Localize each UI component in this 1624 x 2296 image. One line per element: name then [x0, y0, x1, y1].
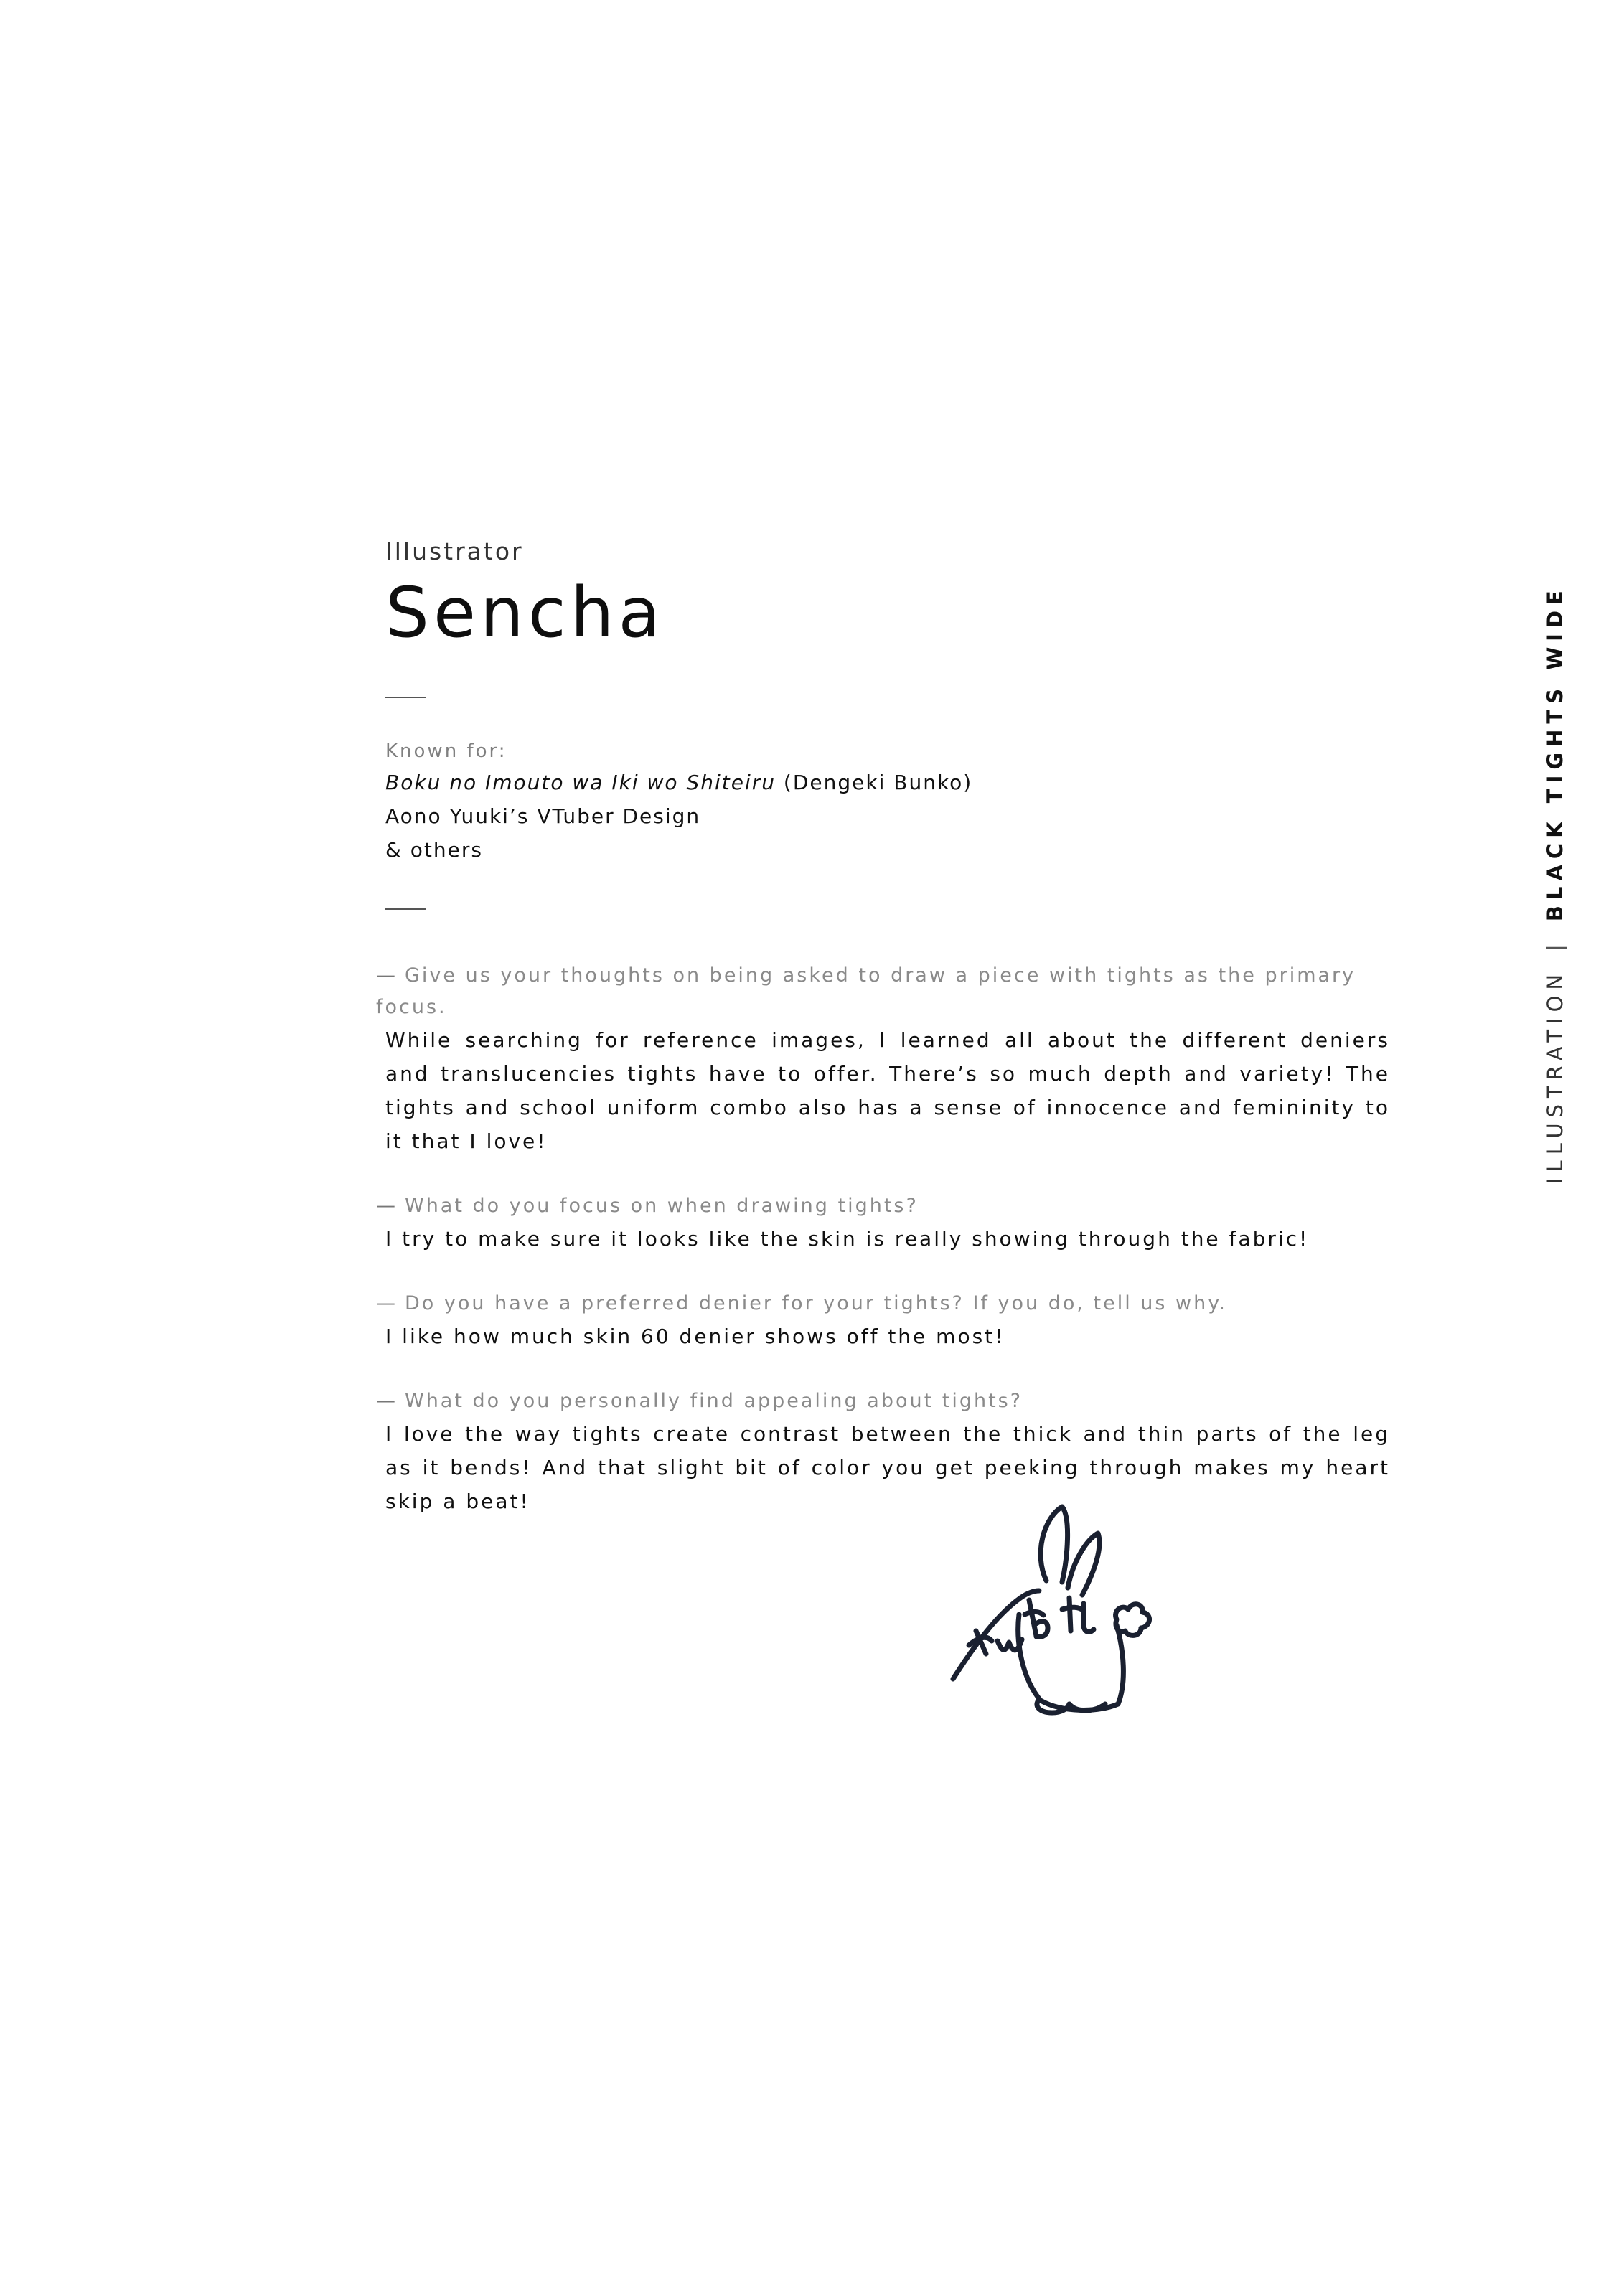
- known-for-label: Known for:: [385, 740, 507, 762]
- signature-char: [1029, 1600, 1036, 1636]
- signature-bunny-drawing: [947, 1489, 1177, 1726]
- question-dash: —: [376, 1390, 398, 1412]
- profile-name: Sencha: [385, 573, 665, 653]
- interview-question: [376, 960, 1390, 1023]
- interview-answer: I like how much skin 60 denier shows off the most!: [385, 1325, 1005, 1348]
- section-separator: |: [1543, 938, 1567, 951]
- interview-item: [376, 960, 1390, 1158]
- profile-content: [376, 535, 1390, 1551]
- interview-answer: While searching for reference images, I learned all about the different deniers and translucencies tights have to offer. There’s so much depth and variety! The tights and school uniform combo also has a sense of innocence and femininity to it that I love!: [385, 1028, 1390, 1153]
- signature-char: [1069, 1598, 1071, 1631]
- question-text: What do you focus on when drawing tights?: [405, 1195, 919, 1217]
- bunny-foot: [1069, 1704, 1105, 1711]
- signature-stroke: [953, 1591, 1039, 1679]
- interview-list: [376, 960, 1390, 1518]
- profile-role: Illustrator: [385, 537, 524, 565]
- section-title: BLACK TIGHTS WIDE: [1543, 585, 1567, 922]
- signature-char: [1084, 1604, 1094, 1632]
- question-dash: —: [376, 1195, 398, 1217]
- bunny-tail: [1116, 1604, 1150, 1636]
- known-for-work-publisher: (Dengeki Bunko): [783, 771, 973, 794]
- divider: [385, 908, 426, 910]
- question-dash: —: [376, 964, 398, 987]
- question-dash: —: [376, 1292, 398, 1314]
- question-text: Do you have a preferred denier for your tights? If you do, tell us why.: [405, 1292, 1227, 1314]
- interview-question: [376, 1385, 1390, 1417]
- known-for-item: Aono Yuuki’s VTuber Design: [385, 804, 701, 828]
- section-side-label: [1543, 585, 1567, 1184]
- question-text: Give us your thoughts on being asked to draw a piece with tights as the primary focus.: [376, 964, 1356, 1018]
- known-for-item: & others: [385, 838, 483, 862]
- interview-answer: I try to make sure it looks like the skin is really showing through the fabric!: [385, 1227, 1310, 1251]
- interview-question: [376, 1190, 1390, 1222]
- interview-answer: I love the way tights create contrast between the thick and thin parts of the leg as it bends! And that slight bit of color you get peeking through makes my heart skip a beat!: [385, 1422, 1390, 1513]
- signature-char: [1036, 1622, 1048, 1637]
- known-for-work-title: Boku no Imouto wa Iki wo Shiteiru: [385, 771, 776, 794]
- section-category: ILLUSTRATION: [1543, 968, 1567, 1184]
- known-for-item: [385, 766, 1390, 799]
- interview-item: [376, 1190, 1390, 1256]
- bunny-right-ear: [1068, 1533, 1099, 1595]
- question-text: What do you personally find appealing about tights?: [405, 1390, 1023, 1412]
- known-for-section: [385, 737, 1390, 867]
- interview-item: [376, 1288, 1390, 1353]
- divider: [385, 697, 426, 698]
- interview-item: [376, 1385, 1390, 1518]
- bunny-left-ear: [1041, 1507, 1067, 1582]
- signature-char: [1062, 1607, 1084, 1611]
- interview-question: [376, 1288, 1390, 1319]
